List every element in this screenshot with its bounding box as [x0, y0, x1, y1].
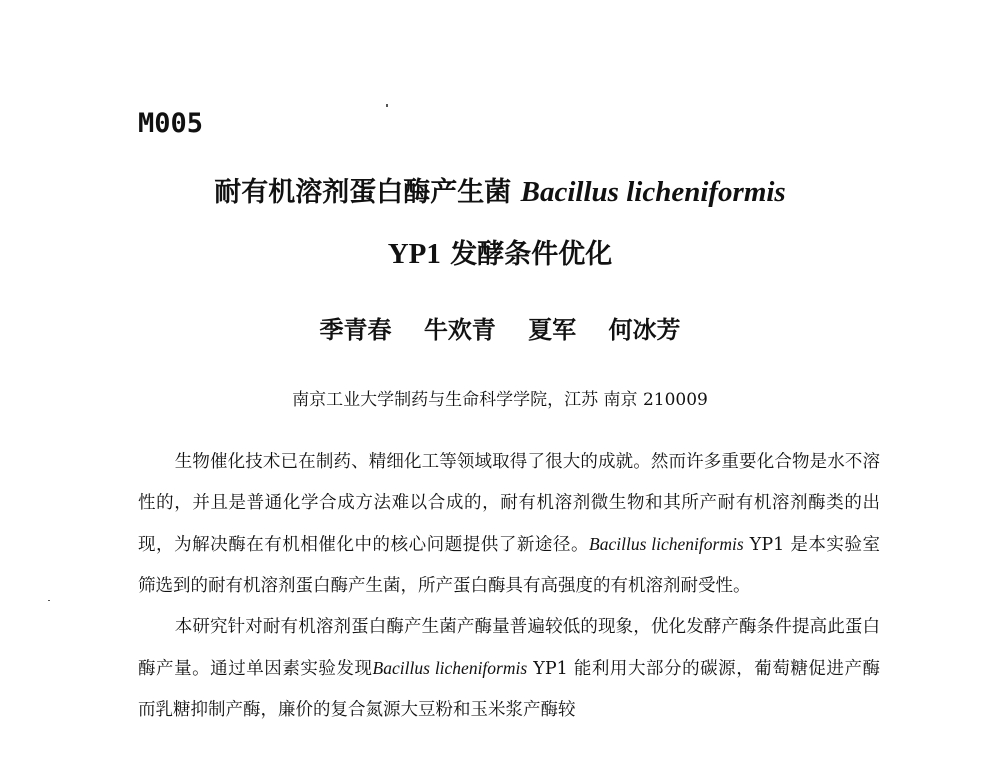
title-chinese-part-2: 发酵条件优化	[450, 239, 613, 270]
paragraph-text: YP1 是本实验室筛选到的耐有机溶剂蛋白酶产生菌，所产蛋白酶具有高强度的有机溶剂耐受性。	[138, 535, 880, 596]
paragraph	[138, 442, 880, 607]
paragraph-text: 生物催化技术已在制药、精细化工等领域取得了很大的成就。然而许多重要化合物是水不溶性的，并且是普通化学合成方法难以合成的，耐有机溶剂微生物和其所产耐有机溶剂酶类的出现，为解决酶在有机相催化中的核心问题提供了新途径。	[138, 452, 880, 555]
author-name: 何冰芳	[608, 316, 681, 344]
scan-speck	[48, 600, 50, 601]
paragraph-text: 本研究针对耐有机溶剂蛋白酶产生菌产酶量普遍较低的现象，优化发酵产酶条件提高此蛋白酶产量。通过单因素实验发现	[138, 617, 880, 679]
title-species-name: Bacillus licheniformis	[520, 176, 786, 208]
title-line-2	[0, 232, 1000, 271]
affiliation: 南京工业大学制药与生命科学学院，江苏 南京 210009	[292, 390, 708, 410]
title-chinese-part: 耐有机溶剂蛋白酶产生菌	[214, 177, 512, 208]
scan-speck	[386, 104, 388, 107]
abstract-body	[138, 442, 880, 731]
author-name: 夏军	[528, 316, 577, 344]
title-line-1	[0, 170, 1000, 209]
author-list	[0, 310, 1000, 345]
title-strain: YP1	[387, 238, 441, 270]
paragraph-text: YP1 能利用大部分的碳源，葡萄糖促进产酶而乳糖抑制产酶，廉价的复合氮源大豆粉和玉米浆产酶较	[138, 659, 880, 720]
species-name: Bacillus licheniformis	[589, 534, 744, 554]
paragraph	[138, 607, 880, 731]
author-name: 牛欢青	[423, 316, 496, 344]
document-code: M005	[138, 108, 204, 139]
author-name: 季青春	[319, 316, 392, 344]
species-name: Bacillus licheniformis	[372, 658, 528, 678]
